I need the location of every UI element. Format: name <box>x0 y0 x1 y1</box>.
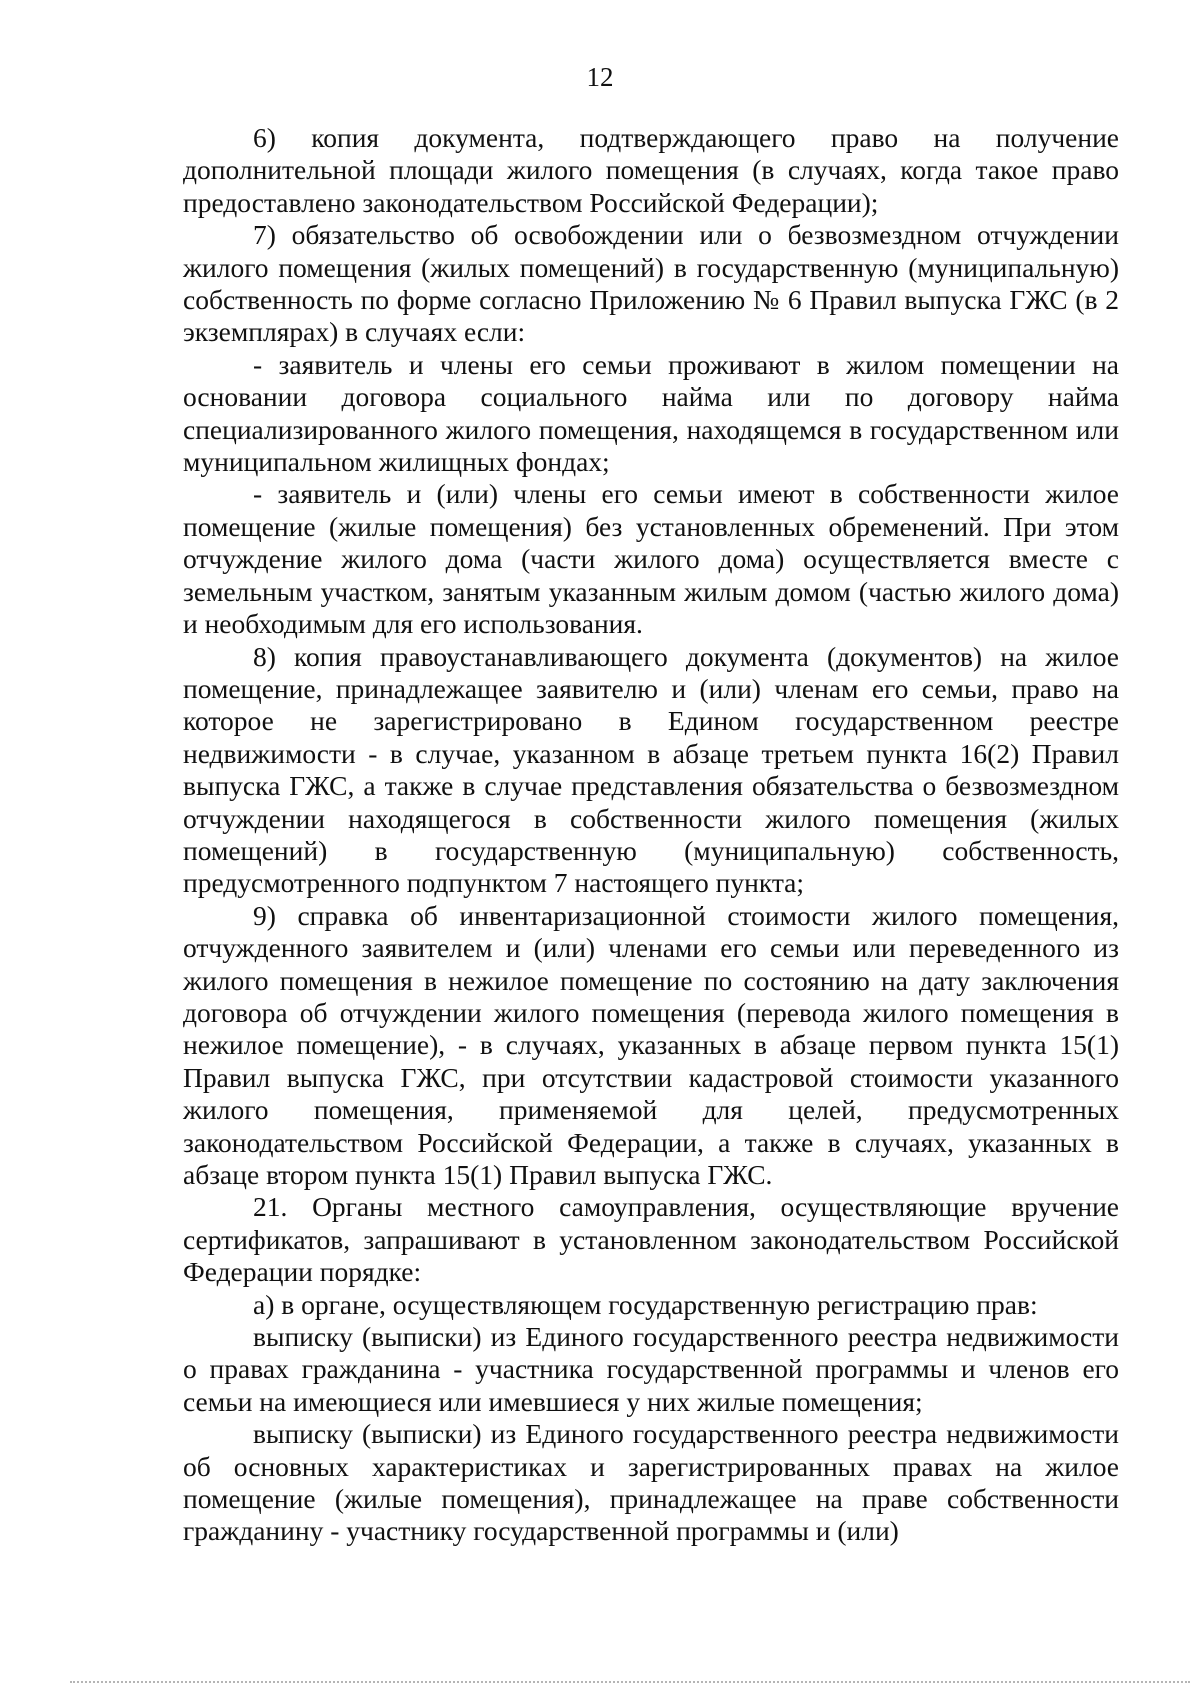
page-number: 12 <box>586 62 614 92</box>
paragraph-item-6: 6) копия документа, подтверждающего право на получение дополнительной площади жилого помещения (в случаях, когда такое право предоставлено законодательством Российской Федерации); <box>183 122 1119 218</box>
paragraph-bullet-social-rent: - заявитель и члены его семьи проживают в жилом помещении на основании договора социального найма или по договору найма специализированного жилого помещения, находящемся в государственном или муниципальном жилищных фондах; <box>183 348 1119 478</box>
paragraph-extract-characteristics: выписку (выписки) из Единого государственного реестра недвижимости об основных характеристиках и зарегистрированных правах на жилое помещение (жилые помещения), принадлежащее на праве собственности гражданину - участнику государственной программы и (или) <box>183 1418 1119 1547</box>
paragraph-item-7: 7) обязательство об освобождении или о безвозмездном отчуждении жилого помещения (жилых помещений) в государственную (муниципальную) собственность по форме согласно Приложению № 6 Правил выпуска ГЖС (в 2 экземплярах) в случаях если: <box>183 219 1119 348</box>
paragraph-bullet-ownership: - заявитель и (или) члены его семьи имеют в собственности жилое помещение (жилые помещения) без установленных обременений. При этом отчуждение жилого дома (части жилого дома) осуществляется вместе с земельным участком, занятым указанным жилым домом (частью жилого дома) и необходимым для его использования. <box>183 478 1119 640</box>
paragraph-section-21: 21. Органы местного самоуправления, осуществляющие вручение сертификатов, запрашивают в установленном законодательством Российской Федерации порядке: <box>183 1191 1119 1288</box>
paragraph-item-8: 8) копия правоустанавливающего документа (документов) на жилое помещение, принадлежащее заявителю и (или) членам его семьи, право на которое не зарегистрировано в Едином государственном реестре недвижимости - в случае, указанном в абзаце третьем пункта 16(2) Правил выпуска ГЖС, а также в случае представления обязательства о безвозмездном отчуждении находящегося в собственности жилого помещения (жилых помещений) в государственную (муниципальную) собственность, предусмотренного подпунктом 7 настоящего пункта; <box>183 640 1119 899</box>
paragraph-item-9: 9) справка об инвентаризационной стоимости жилого помещения, отчужденного заявителем и (или) членами его семьи или переведенного из жилого помещения в нежилое помещение по состоянию на дату заключения договора об отчуждении жилого помещения (перевода жилого помещения в нежилое помещение), - в случаях, указанных в абзаце первом пункта 15(1) Правил выпуска ГЖС, при отсутствии кадастровой стоимости указанного жилого помещения, применяемой для целей, предусмотренных законодательством Российской Федерации, а также в случаях, указанных в абзаце втором пункта 15(1) Правил выпуска ГЖС. <box>183 899 1119 1190</box>
scan-edge-divider <box>70 1681 1190 1683</box>
document-body <box>183 122 1119 1548</box>
paragraph-extract-rights: выписку (выписки) из Единого государственного реестра недвижимости о правах гражданина - участника государственной программы и членов его семьи на имеющиеся или имевшиеся у них жилые помещения; <box>183 1321 1119 1417</box>
paragraph-subitem-a: а) в органе, осуществляющем государственную регистрацию прав: <box>253 1288 1038 1320</box>
